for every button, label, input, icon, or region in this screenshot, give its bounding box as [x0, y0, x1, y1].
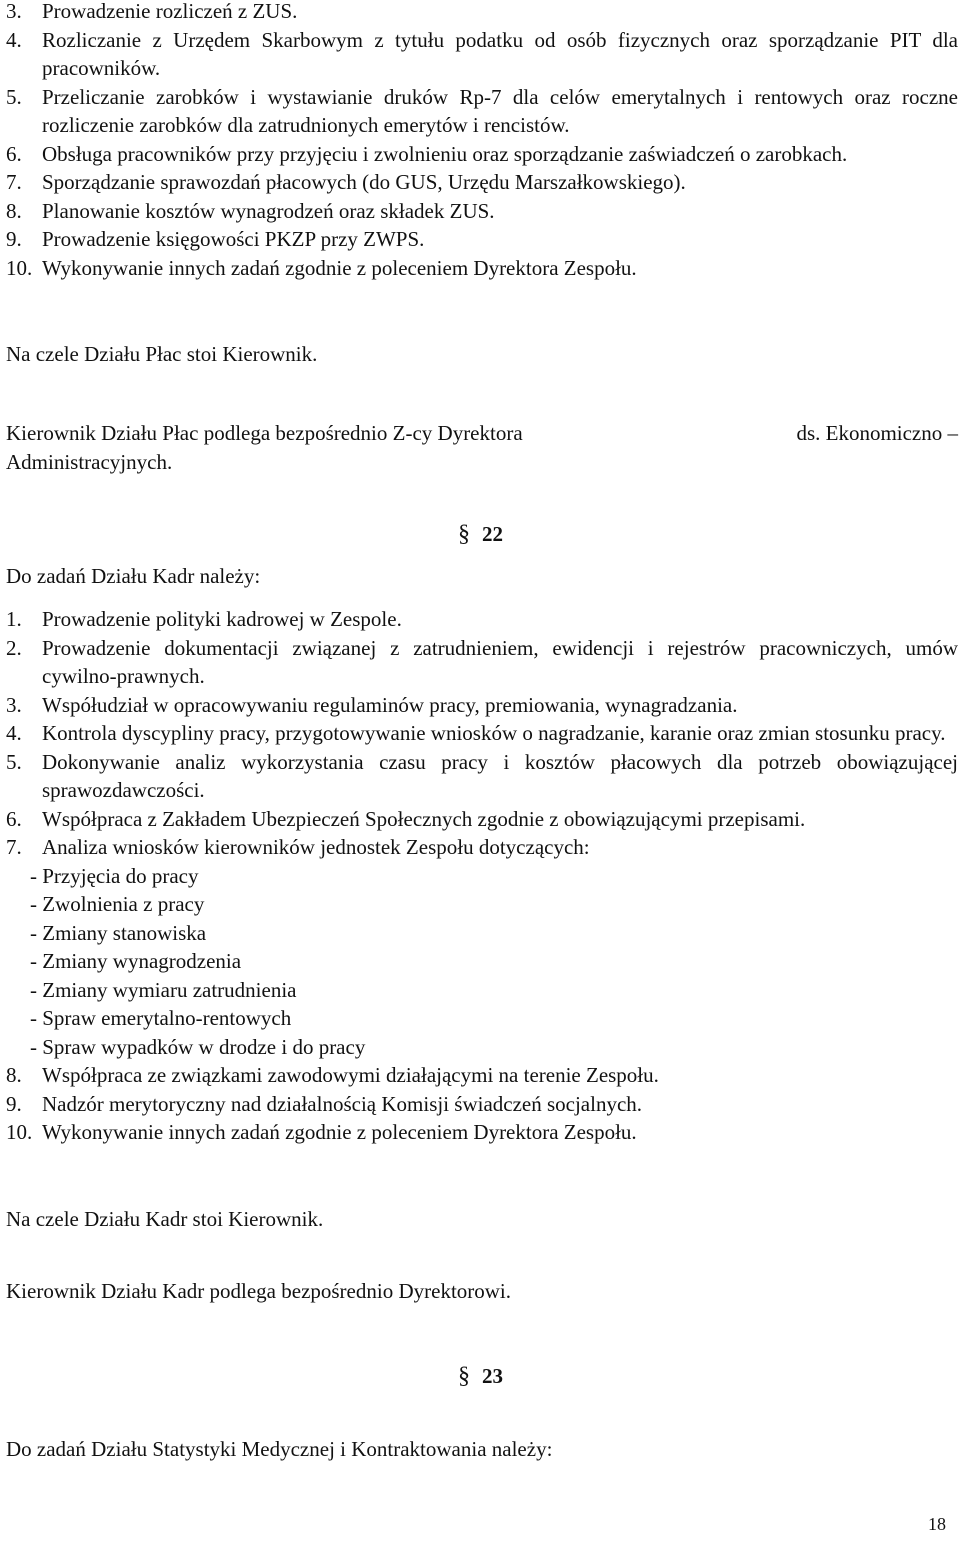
sub-list-item: - Zmiany stanowiska — [30, 920, 207, 945]
list-text: Współpraca z Zakładem Ubezpieczeń Społecznych zgodnie z obowiązującymi przepisami. — [42, 806, 806, 831]
section-number: 22 — [482, 522, 503, 546]
list-text: Współudział w opracowywaniu regulaminów pracy, premiowania, wynagradzania. — [42, 692, 738, 717]
sub-list-item: - Zmiany wymiaru zatrudnienia — [30, 977, 297, 1002]
list-number: 7. — [6, 170, 22, 194]
list-text: Kontrola dyscypliny pracy, przygotowywanie wniosków o nagradzanie, karanie oraz zmian stosunku pracy. — [42, 721, 946, 745]
list-item — [6, 83, 958, 140]
list-number: 4. — [6, 27, 22, 52]
list-item — [6, 168, 958, 197]
list-item — [6, 140, 958, 169]
list-text: Sporządzanie sprawozdań płacowych (do GUS, Urzędu Marszałkowskiego). — [42, 170, 686, 194]
list-item — [6, 605, 958, 634]
list-text: Współpraca ze związkami zawodowymi działającymi na terenie Zespołu. — [42, 1063, 659, 1087]
list-number: 3. — [6, 0, 22, 23]
list-text: Prowadzenie rozliczeń z ZUS. — [42, 0, 298, 23]
hr-sub-list — [30, 862, 958, 1062]
list-number: 1. — [6, 607, 22, 631]
subordination-text: Kierownik Działu Płac podlega bezpośrednio Z-cy Dyrektora — [6, 421, 523, 445]
list-number: 4. — [6, 721, 22, 745]
list-number: 7. — [6, 835, 22, 859]
stats-intro: Do zadań Działu Statystyki Medycznej i Kontraktowania należy: — [6, 1437, 553, 1461]
list-text: Wykonywanie innych zadań zgodnie z poleceniem Dyrektora Zespołu. — [42, 255, 637, 280]
list-text: Rozliczanie z Urzędem Skarbowym z tytułu podatku od osób fizycznych oraz sporządzanie PIT dla pracowników. — [42, 27, 958, 80]
list-number: 8. — [6, 1063, 22, 1087]
list-text: Dokonywanie analiz wykorzystania czasu pracy i kosztów płacowych dla potrzeb obowiązującej sprawozdawczości. — [42, 749, 958, 802]
sub-list-item: - Zwolnienia z pracy — [30, 892, 205, 916]
section-22-heading — [458, 520, 503, 549]
subordination-text-right: ds. Ekonomiczno – — [796, 421, 958, 445]
list-number: 5. — [6, 749, 22, 774]
list-item — [6, 634, 958, 691]
list-item — [6, 833, 958, 862]
subordination-text-cont: Administracyjnych. — [6, 449, 173, 474]
list-text: Wykonywanie innych zadań zgodnie z poleceniem Dyrektora Zespołu. — [42, 1120, 637, 1144]
section-symbol: § — [458, 521, 470, 547]
list-item — [6, 0, 958, 26]
list-item — [6, 1090, 958, 1119]
payroll-task-list — [6, 0, 958, 282]
sub-list-item: - Spraw wypadków w drodze i do pracy — [30, 1034, 366, 1059]
list-item — [6, 691, 958, 720]
list-number: 5. — [6, 84, 22, 109]
list-item — [6, 1118, 958, 1147]
payroll-subordination-paragraph — [6, 419, 958, 476]
list-text: Prowadzenie polityki kadrowej w Zespole. — [42, 607, 402, 631]
list-item — [6, 225, 958, 254]
list-number: 9. — [6, 1091, 22, 1116]
list-number: 10. — [6, 1120, 33, 1144]
list-number: 6. — [6, 141, 22, 166]
sub-list-item: - Spraw emerytalno-rentowych — [30, 1006, 292, 1030]
list-item — [6, 805, 958, 834]
list-item — [6, 719, 958, 748]
sub-list-item: - Przyjęcia do pracy — [30, 863, 199, 888]
list-text: Prowadzenie dokumentacji związanej z zatrudnieniem, ewidencji i rejestrów pracowniczych, umów cywilno-prawnych. — [42, 635, 958, 688]
page-number: 18 — [928, 1514, 946, 1534]
list-text: Analiza wniosków kierowników jednostek Zespołu dotyczących: — [42, 835, 590, 859]
sub-list-item: - Zmiany wynagrodzenia — [30, 949, 242, 973]
list-number: 8. — [6, 198, 22, 223]
payroll-head-paragraph: Na czele Działu Płac stoi Kierownik. — [6, 342, 318, 366]
list-text: Obsługa pracowników przy przyjęciu i zwolnieniu oraz sporządzanie zaświadczeń o zarobkach. — [42, 141, 848, 166]
list-item — [6, 197, 958, 226]
list-item — [6, 748, 958, 805]
hr-head-paragraph: Na czele Działu Kadr stoi Kierownik. — [6, 1207, 324, 1231]
section-symbol: § — [458, 1363, 470, 1389]
hr-task-list — [6, 605, 958, 1147]
hr-intro: Do zadań Działu Kadr należy: — [6, 564, 261, 588]
section-number: 23 — [482, 1364, 503, 1388]
list-number: 6. — [6, 806, 22, 831]
list-number: 3. — [6, 692, 22, 717]
section-23-heading — [458, 1362, 503, 1391]
list-text: Przeliczanie zarobków i wystawianie druków Rp-7 dla celów emerytalnych i rentowych oraz roczne rozliczenie zarobków dla zatrudnionych emerytów i rencistów. — [42, 84, 958, 137]
list-item — [6, 26, 958, 83]
list-number: 10. — [6, 255, 33, 280]
list-number: 2. — [6, 635, 22, 660]
list-number: 9. — [6, 227, 22, 251]
list-text: Prowadzenie księgowości PKZP przy ZWPS. — [42, 227, 425, 251]
list-item — [6, 1061, 958, 1090]
list-item — [6, 254, 958, 283]
list-text: Nadzór merytoryczny nad działalnością Komisji świadczeń socjalnych. — [42, 1091, 643, 1116]
hr-subordination-paragraph: Kierownik Działu Kadr podlega bezpośrednio Dyrektorowi. — [6, 1279, 512, 1303]
list-text: Planowanie kosztów wynagrodzeń oraz składek ZUS. — [42, 198, 495, 223]
